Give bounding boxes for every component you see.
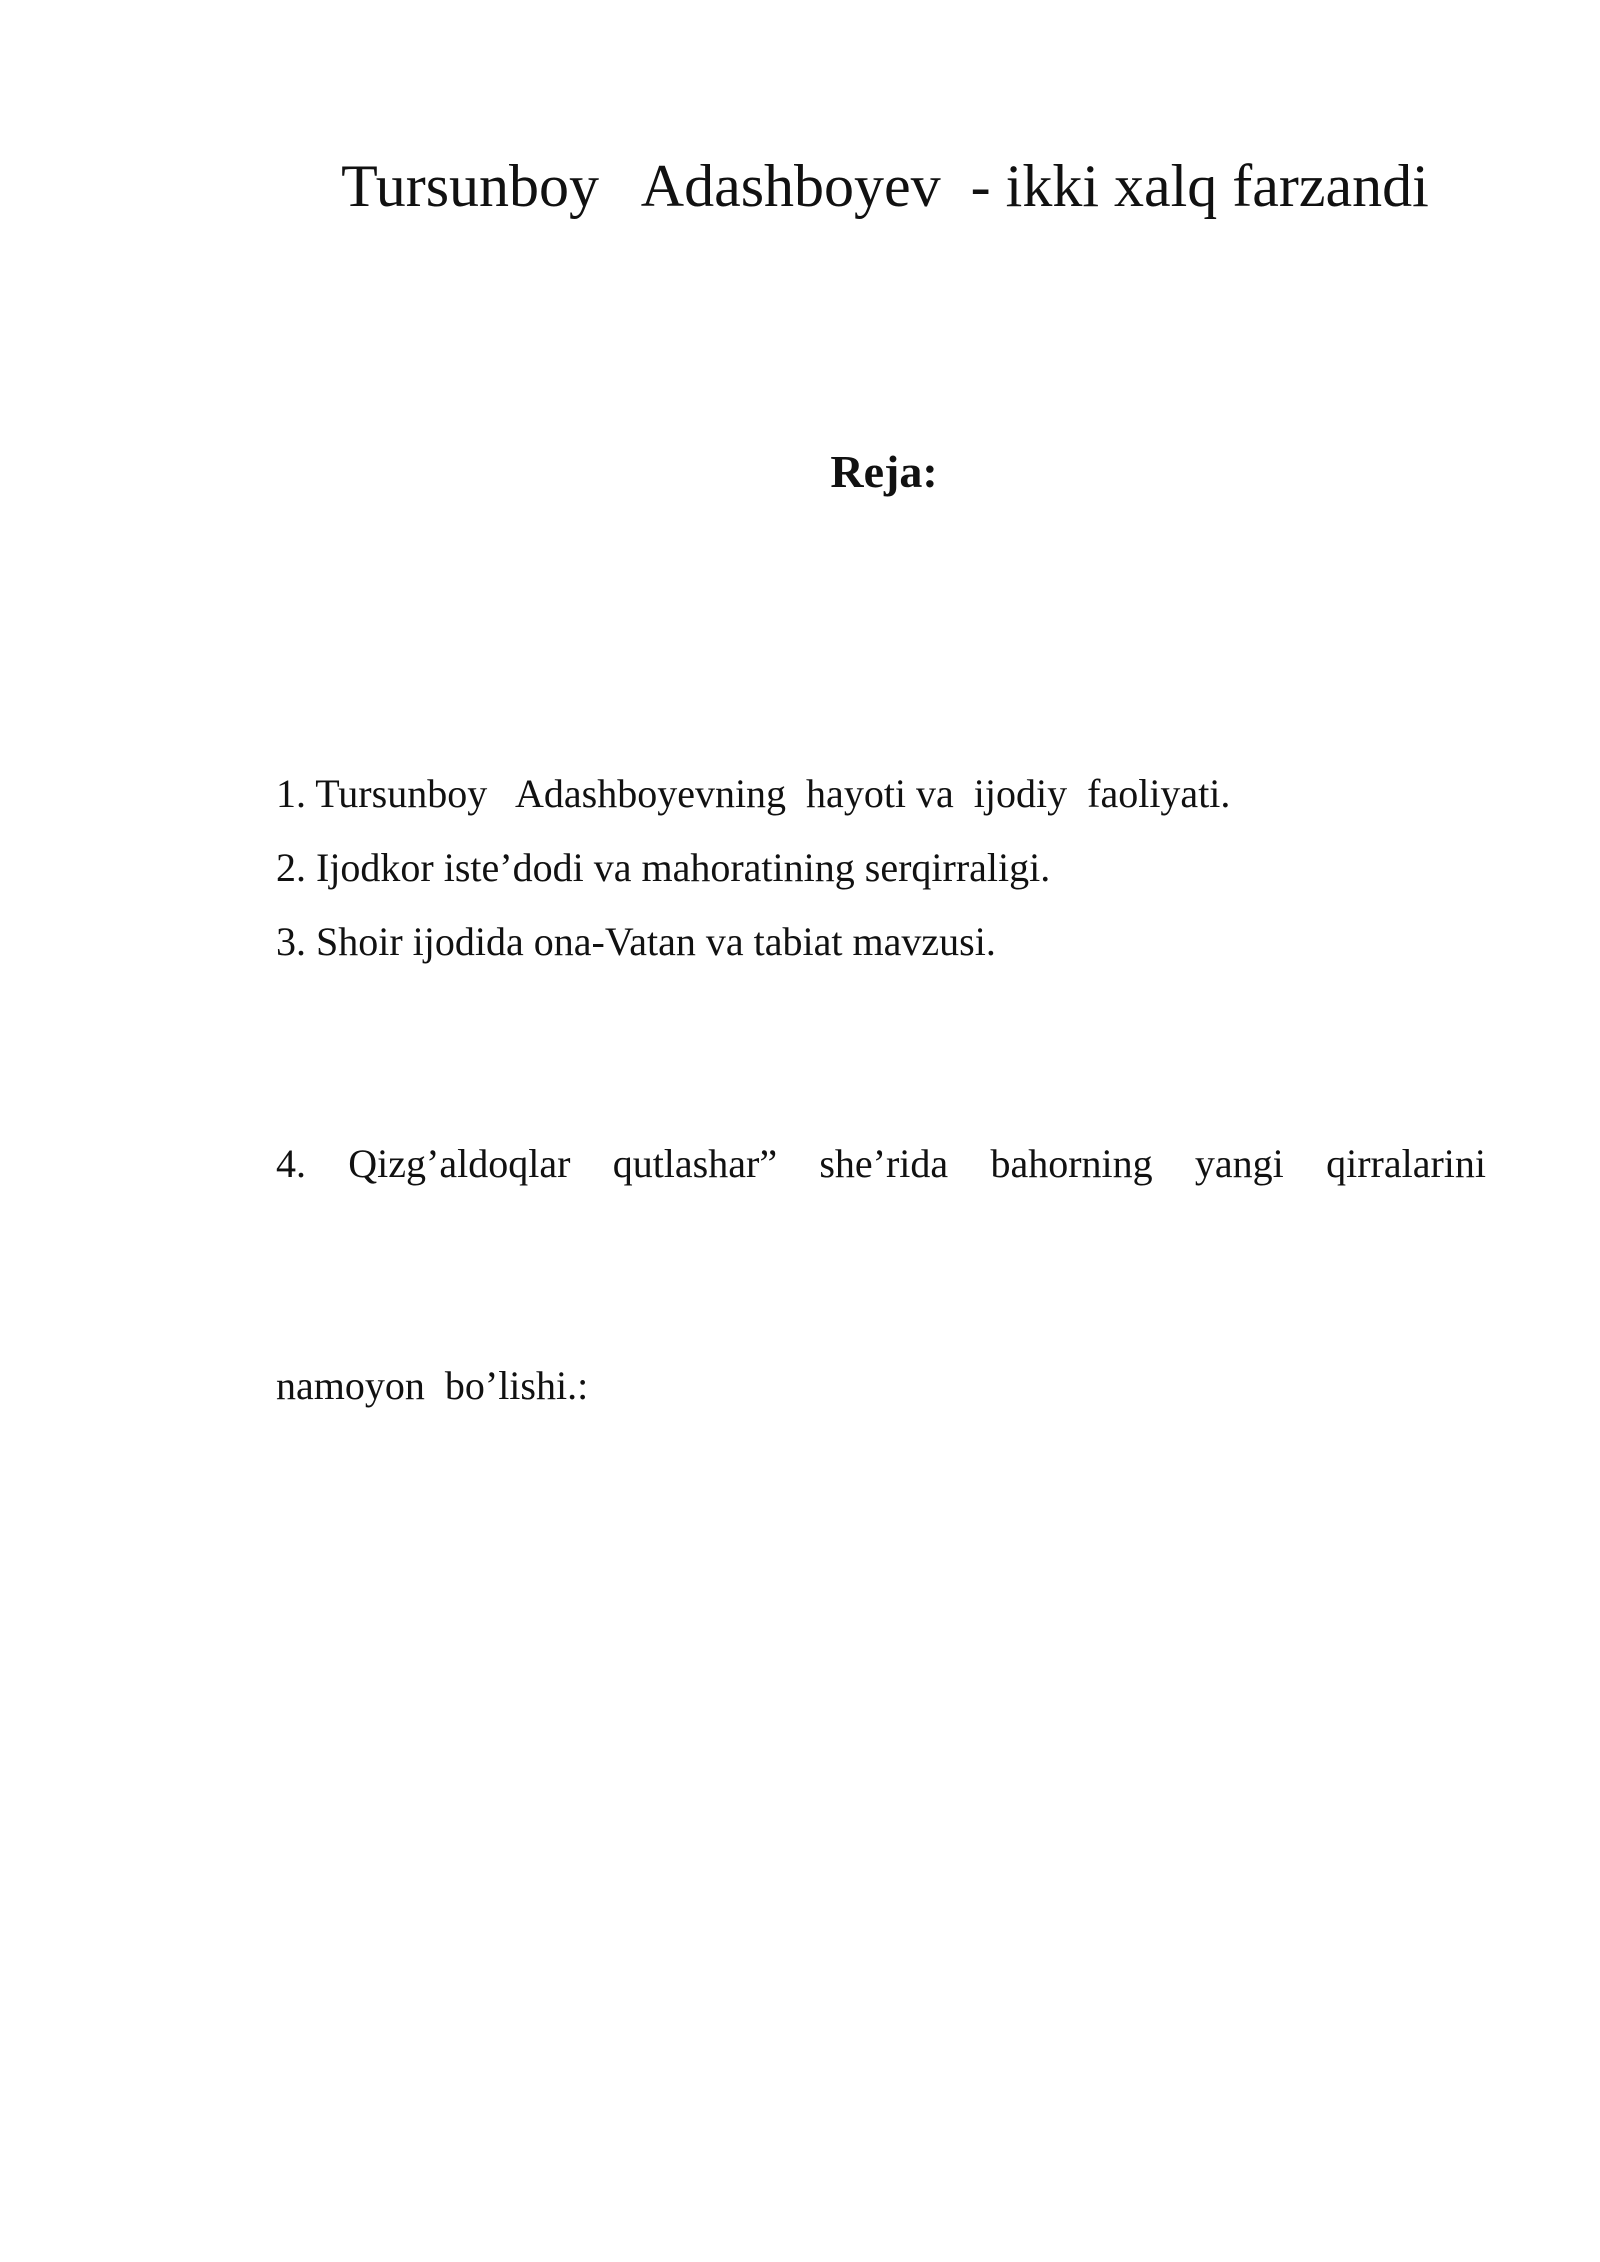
plan-list (276, 757, 1486, 1571)
plan-item-3: 3. Shoir ijodida ona-Vatan va tabiat mavzusi. (276, 919, 996, 964)
plan-item-4-line-2: namoyon bo’lishi.: (276, 1363, 589, 1408)
plan-heading: Reja: (830, 446, 938, 497)
plan-item-4 (276, 979, 1486, 1571)
plan-item-2: 2. Ijodkor iste’dodi va mahoratining serqirraligi. (276, 845, 1051, 890)
plan-item-4-line-1: 4. Qizg’aldoqlar qutlashar” she’rida bahorning yangi qirralarini (276, 1141, 1486, 1186)
document-title: Tursunboy Adashboyev - ikki xalq farzandi (341, 153, 1429, 219)
plan-item-1: 1. Tursunboy Adashboyevning hayoti va ijodiy faoliyati. (276, 771, 1231, 816)
